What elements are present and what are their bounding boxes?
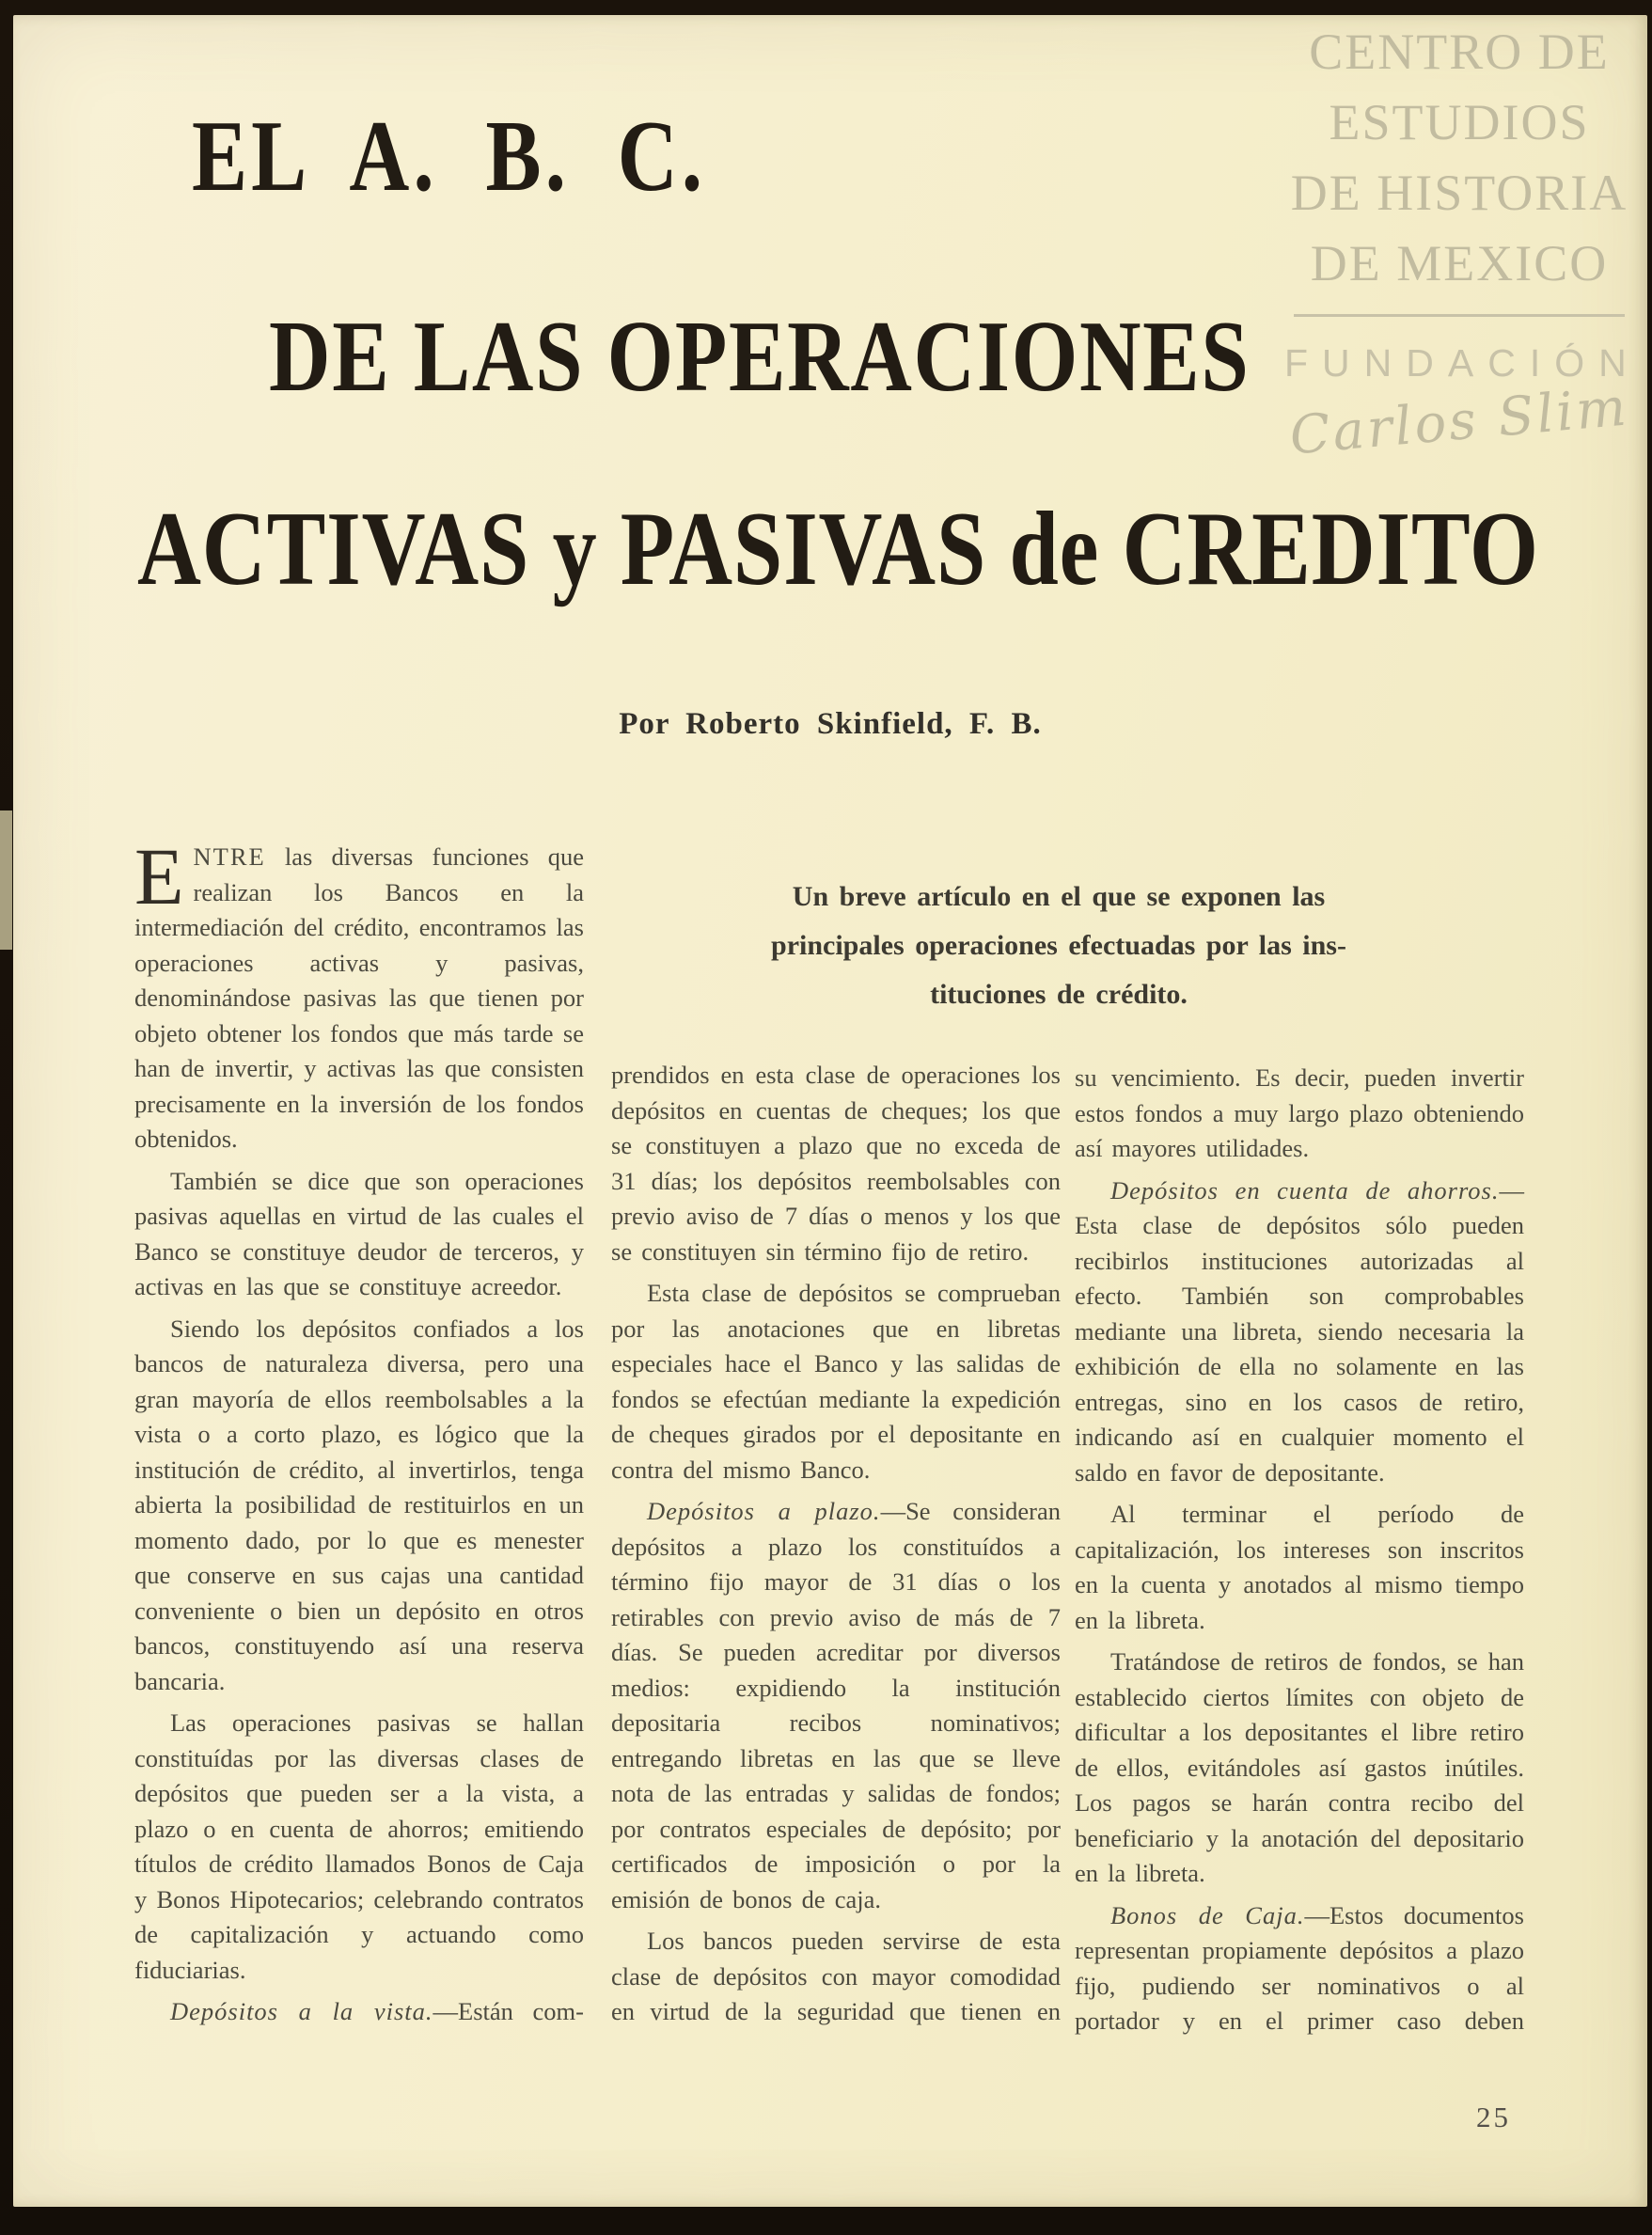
section-lead-in: Depósitos a la vista. xyxy=(170,1997,433,2025)
section-lead-in: Depósitos en cuenta de ahorros. xyxy=(1110,1175,1500,1204)
article-title-line-1: EL A. B. C. xyxy=(192,101,707,212)
article-title-line-2: DE LAS OPERACIONES xyxy=(269,301,1251,413)
paragraph: Al terminar el período de capitalización, los intereses son inscritos en la cuenta y anotados al mismo tiempo en la libreta. xyxy=(1075,1500,1524,1634)
paragraph: Bonos de Caja.—Estos documentos representan propiamente depósitos a plazo fijo, pudiendo ser nominativos o al portador y en el primer caso deben xyxy=(1075,1900,1524,2035)
text-line: principales operaciones efectuadas por las ins- xyxy=(771,930,1346,961)
paragraph: Depósitos en cuenta de ahorros.—Esta clase de depósitos sólo pueden recibirlos instituciones autorizadas al efecto. También son comprobables mediante una libreta, siendo necesaria la exhibición de ella no solamente en las entregas, sino en los casos de retiro, indicando así en cualquier momento el saldo en favor de depositante. xyxy=(1075,1175,1524,1487)
magazine-page xyxy=(13,15,1647,2207)
archive-watermark xyxy=(1284,17,1641,467)
watermark-institution-lines xyxy=(1284,17,1634,299)
paragraph: Tratándose de retiros de fondos, se han establecido ciertos límites con objeto de dificultar a los depositantes el libre retiro de ellos, evitándoles así gastos inútiles. Los pagos se harán contra recibo del beneficiario y la anotación del depositario en la libreta. xyxy=(1075,1647,1524,1887)
watermark-divider xyxy=(1294,314,1625,317)
paragraph: Depósitos a plazo.—Se consideran depósitos a plazo los constituídos a término fijo mayor de 31 días o los retirables con previo aviso de más de 7 días. Se pueden acreditar por diversos medios: expidiendo la institución depositaria recibos nominativos; entregando libretas en las que se lleve nota de las entradas y salidas de fondos; por contratos especiales de depósito; por certificados de imposición o por la emisión de bonos de caja. xyxy=(611,1497,1061,1913)
adjacent-page-edge xyxy=(0,811,12,950)
article-title-line-3: ACTIVAS y PASIVAS de CREDITO xyxy=(137,491,1539,607)
section-lead-in: Bonos de Caja. xyxy=(1110,1900,1305,1929)
text-line: tituciones de crédito. xyxy=(930,979,1188,1010)
body-column-left xyxy=(134,831,584,2037)
text-line: Un breve artículo en el que se exponen las xyxy=(792,881,1326,912)
body-column-right xyxy=(1075,1061,1524,2046)
paragraph: prendidos en esta clase de operaciones los depósitos en cuentas de cheques; los que se constituyen a plazo que no exceda de 31 días; los depósitos reembolsables con previo aviso de 7 días o menos y los que se constituyen sin término fijo de retiro. xyxy=(611,1061,1061,1266)
watermark-signature: Carlos Slim xyxy=(1287,376,1631,467)
text-line: CENTRO DE xyxy=(1309,24,1610,80)
text-line: ESTUDIOS xyxy=(1329,94,1590,150)
paragraph: Depósitos a la vista.—Están com- xyxy=(170,1997,584,2025)
text-line: DE MEXICO xyxy=(1310,235,1609,291)
watermark-foundation-label: FUNDACIÓN xyxy=(1284,341,1641,385)
paragraph: Los bancos pueden servirse de esta clase de depósitos con mayor comodidad en virtud de la seguridad que tienen en xyxy=(611,1927,1061,2025)
paragraph: ENTRE las diversas funciones que realizan los Bancos en la intermediación del crédito, encontramos las operaciones activas y pasivas, denominándose pasivas las que tienen por objeto obtener los fondos que más tarde se han de invertir, y activas las que consisten precisamente en la inversión de los fondos obtenidos. xyxy=(134,831,584,1153)
article-abstract xyxy=(745,873,1373,1019)
text-line: DE HISTORIA xyxy=(1290,165,1628,221)
paragraph: También se dice que son operaciones pasivas aquellas en virtud de las cuales el Banco se constituye deudor de terceros, y activas en las que se constituye acreedor. xyxy=(134,1166,584,1300)
page-number: 25 xyxy=(1476,2101,1511,2133)
paragraph: Las operaciones pasivas se hallan constituídas por las diversas clases de depósitos que pueden ser a la vista, a plazo o en cuenta de ahorros; emitiendo títulos de crédito llamados Bonos de Caja y Bonos Hipotecarios; celebrando contratos de capitalización y actuando como fiduciarias. xyxy=(134,1708,584,1984)
drop-cap: E xyxy=(134,831,184,921)
body-column-middle xyxy=(611,1058,1061,2037)
paragraph: Esta clase de depósitos se comprueban por las anotaciones que en libretas especiales hace el Banco y las salidas de fondos se efectúan mediante la expedición de cheques girados por el depositante en contra del mismo Banco. xyxy=(611,1279,1061,1484)
paragraph: su vencimiento. Es decir, pueden invertir estos fondos a muy largo plazo obteniendo así mayores utilidades. xyxy=(1075,1063,1524,1162)
section-lead-in: Depósitos a plazo. xyxy=(647,1497,881,1525)
article-byline: Por Roberto Skinfield, F. B. xyxy=(619,707,1042,741)
paragraph: Siendo los depósitos confiados a los bancos de naturaleza diversa, pero una gran mayoría de ellos reembolsables a la vista o a corto plazo, es lógico que la institución de crédito, al invertirlos, tenga abierta la posibilidad de restituirlos en un momento dado, por lo que es menester que conserve en sus cajas una cantidad conveniente o bien un depósito en otros bancos, constituyendo así una reserva bancaria. xyxy=(134,1314,584,1695)
